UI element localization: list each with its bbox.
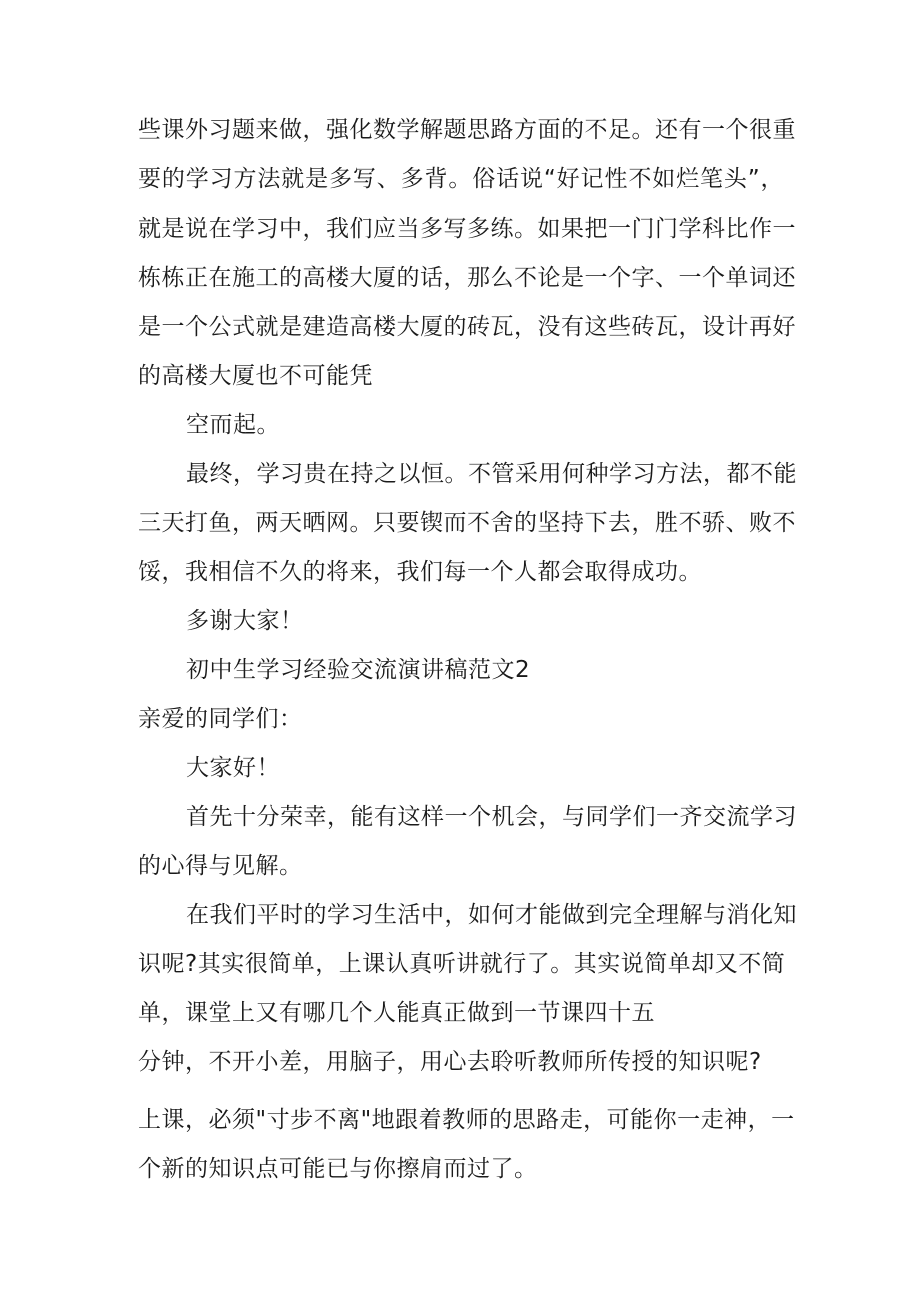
closing-thanks: 多谢大家！ xyxy=(186,608,304,634)
text-line: 分钟，不开小差，用脑子，用心去聆听教师所传授的知识呢? xyxy=(138,1049,762,1075)
text-line: 些课外习题来做，强化数学解题思路方面的不足。还有一个很重 xyxy=(138,117,796,143)
text-line: 就是说在学习中，我们应当多写多练。如果把一门门学科比作一 xyxy=(138,216,796,242)
text-line: 的心得与见解。 xyxy=(138,853,303,879)
text-line: 在我们平时的学习生活中，如何才能做到完全理解与消化知 xyxy=(186,902,797,928)
text-line: 首先十分荣幸，能有这样一个机会，与同学们一齐交流学习 xyxy=(186,804,797,830)
text-line: 上课，必须"寸步不离"地跟着教师的思路走，可能你一走神，一 xyxy=(138,1107,795,1133)
section-heading: 初中生学习经验交流演讲稿范文2 xyxy=(186,657,531,683)
text-line: 空而起。 xyxy=(186,412,280,438)
text-line: 单，课堂上又有哪几个人能真正做到一节课四十五 xyxy=(138,1000,655,1026)
text-line: 三天打鱼，两天晒网。只要锲而不舍的坚持下去，胜不骄、败不 xyxy=(138,510,796,536)
text-line: 馁，我相信不久的将来，我们每一个人都会取得成功。 xyxy=(138,559,702,585)
text-line: 的高楼大厦也不可能凭 xyxy=(138,363,373,389)
text-line: 要的学习方法就是多写、多背。俗话说“好记性不如烂笔头”， xyxy=(138,166,784,192)
text-line: 是一个公式就是建造高楼大厦的砖瓦，没有这些砖瓦，设计再好 xyxy=(138,314,796,340)
salutation: 亲爱的同学们： xyxy=(138,706,303,732)
greeting: 大家好！ xyxy=(186,755,280,781)
text-line: 最终，学习贵在持之以恒。不管采用何种学习方法，都不能 xyxy=(186,461,797,487)
text-line: 识呢?其实很简单，上课认真听讲就行了。其实说简单却又不简 xyxy=(138,951,786,977)
text-line: 栋栋正在施工的高楼大厦的话，那么不论是一个字、一个单词还 xyxy=(138,265,796,291)
text-line: 个新的知识点可能已与你擦肩而过了。 xyxy=(138,1156,538,1182)
